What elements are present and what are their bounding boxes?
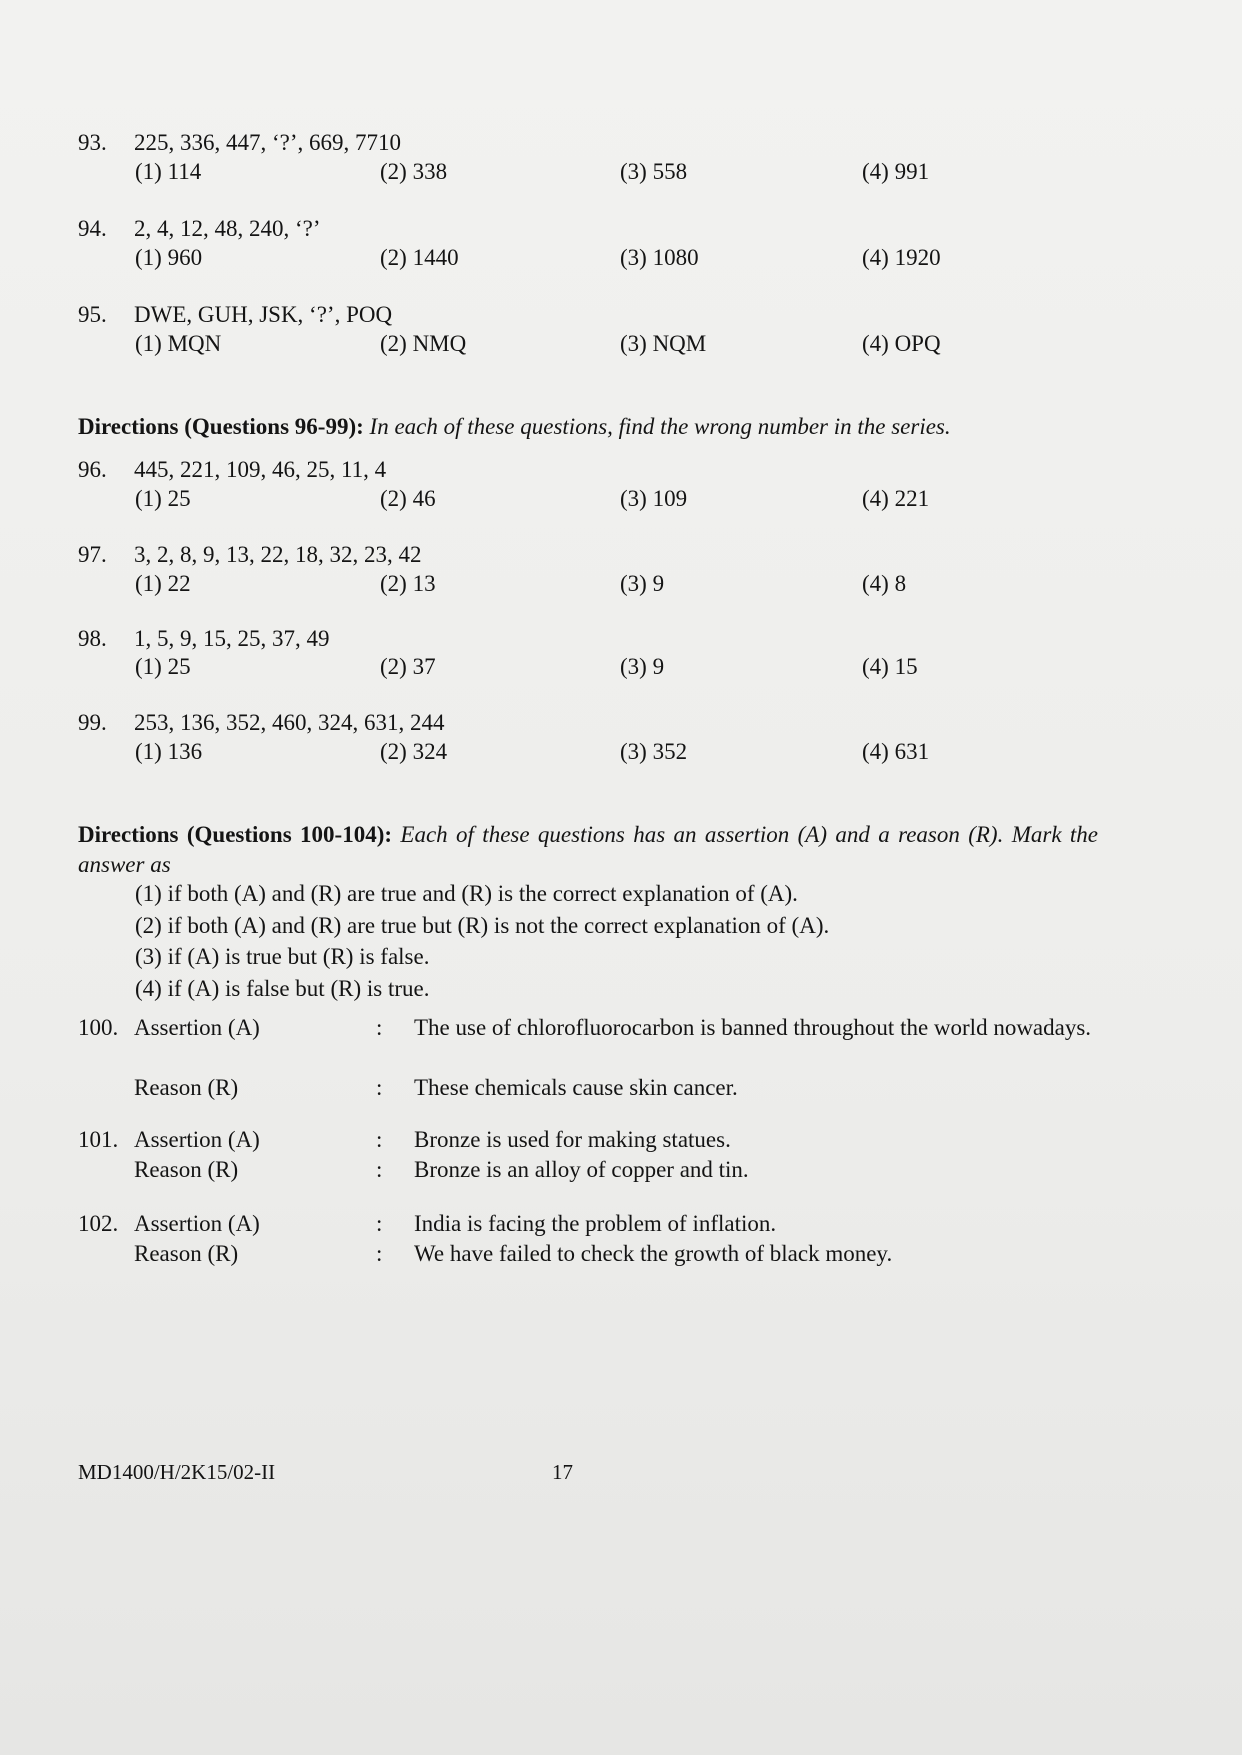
question-stem: DWE, GUH, JSK, ‘?’, POQ	[134, 302, 393, 327]
option-4: (4) 221	[862, 486, 930, 511]
options-99	[135, 737, 1135, 767]
marking-option-2: (2) if both (A) and (R) are true but (R) is not the correct explanation of (A).	[135, 912, 830, 938]
directions-text: Each of these questions has an assertion (A) and a reason (R). Mark the answer as	[78, 822, 1099, 877]
directions-100-104	[78, 820, 1098, 880]
options-94	[135, 243, 1135, 273]
question-stem: 3, 2, 8, 9, 13, 22, 18, 32, 23, 42	[134, 542, 422, 567]
question-stem: 2, 4, 12, 48, 240, ‘?’	[134, 216, 321, 241]
option-1: (1) 114	[135, 159, 202, 184]
question-number: 98.	[78, 626, 107, 651]
options-98	[135, 652, 1135, 682]
option-2: (2) 13	[380, 571, 436, 596]
reason-label: Reason (R)	[134, 1075, 239, 1100]
option-2: (2) 324	[380, 739, 448, 764]
option-4: (4) 8	[862, 571, 907, 596]
marking-scheme	[135, 878, 829, 1004]
option-4: (4) OPQ	[862, 331, 941, 356]
option-3: (3) 1080	[620, 245, 699, 270]
option-2: (2) NMQ	[380, 331, 467, 356]
assertion-text: India is facing the problem of inflation.	[414, 1211, 777, 1236]
option-1: (1) 25	[135, 486, 191, 511]
question-100	[78, 1013, 1098, 1105]
reason-colon: :	[376, 1241, 383, 1266]
marking-option-3: (3) if (A) is true but (R) is false.	[135, 944, 430, 969]
question-number: 99.	[78, 710, 107, 735]
directions-96-99	[78, 412, 1098, 442]
marking-option-1: (1) if both (A) and (R) are true and (R) is the correct explanation of (A).	[135, 881, 798, 906]
page-number: 17	[552, 1460, 573, 1484]
option-2: (2) 338	[380, 159, 448, 184]
question-number: 96.	[78, 457, 107, 482]
option-2: (2) 1440	[380, 245, 459, 270]
option-1: (1) 22	[135, 571, 191, 596]
question-102	[78, 1209, 1098, 1271]
option-4: (4) 631	[862, 739, 930, 764]
options-93	[135, 157, 1135, 187]
paper-code: MD1400/H/2K15/02-II	[78, 1460, 276, 1484]
question-101	[78, 1125, 1098, 1187]
reason-colon: :	[376, 1075, 383, 1100]
options-95	[135, 329, 1135, 359]
option-1: (1) 960	[135, 245, 203, 270]
question-stem: 1, 5, 9, 15, 25, 37, 49	[134, 626, 330, 651]
reason-text: We have failed to check the growth of black money.	[414, 1241, 893, 1266]
assertion-label: Assertion (A)	[134, 1015, 260, 1040]
option-3: (3) 9	[620, 571, 665, 596]
option-3: (3) 558	[620, 159, 688, 184]
assertion-label: Assertion (A)	[134, 1211, 260, 1236]
option-3: (3) NQM	[620, 331, 707, 356]
assertion-label: Assertion (A)	[134, 1127, 260, 1152]
option-2: (2) 37	[380, 654, 436, 679]
question-number: 95.	[78, 302, 107, 327]
option-4: (4) 1920	[862, 245, 941, 270]
assertion-colon: :	[376, 1127, 383, 1152]
reason-label: Reason (R)	[134, 1157, 239, 1182]
option-3: (3) 109	[620, 486, 688, 511]
question-stem: 253, 136, 352, 460, 324, 631, 244	[134, 710, 445, 735]
question-stem: 445, 221, 109, 46, 25, 11, 4	[134, 457, 387, 482]
assertion-colon: :	[376, 1211, 383, 1236]
question-stem: 225, 336, 447, ‘?’, 669, 7710	[134, 130, 402, 155]
option-2: (2) 46	[380, 486, 436, 511]
option-3: (3) 352	[620, 739, 688, 764]
options-97	[135, 569, 1135, 599]
assertion-text: Bronze is used for making statues.	[414, 1127, 731, 1152]
directions-text: In each of these questions, find the wrong number in the series.	[369, 414, 951, 439]
option-3: (3) 9	[620, 654, 665, 679]
question-number: 101.	[78, 1127, 119, 1152]
directions-heading: Directions (Questions 96-99):	[78, 414, 364, 439]
reason-text: These chemicals cause skin cancer.	[414, 1075, 738, 1100]
reason-text: Bronze is an alloy of copper and tin.	[414, 1157, 749, 1182]
question-number: 100.	[78, 1015, 119, 1040]
options-96	[135, 484, 1135, 514]
assertion-colon: :	[376, 1015, 383, 1040]
question-number: 94.	[78, 216, 107, 241]
reason-colon: :	[376, 1157, 383, 1182]
reason-label: Reason (R)	[134, 1241, 239, 1266]
option-1: (1) MQN	[135, 331, 222, 356]
directions-heading: Directions (Questions 100-104):	[78, 822, 393, 847]
assertion-text: The use of chlorofluorocarbon is banned throughout the world nowadays.	[414, 1015, 1092, 1040]
option-1: (1) 25	[135, 654, 191, 679]
question-number: 93.	[78, 130, 107, 155]
marking-option-4: (4) if (A) is false but (R) is true.	[135, 975, 430, 1001]
option-4: (4) 991	[862, 159, 930, 184]
question-number: 97.	[78, 542, 107, 567]
option-4: (4) 15	[862, 654, 918, 679]
question-number: 102.	[78, 1211, 119, 1236]
option-1: (1) 136	[135, 739, 203, 764]
